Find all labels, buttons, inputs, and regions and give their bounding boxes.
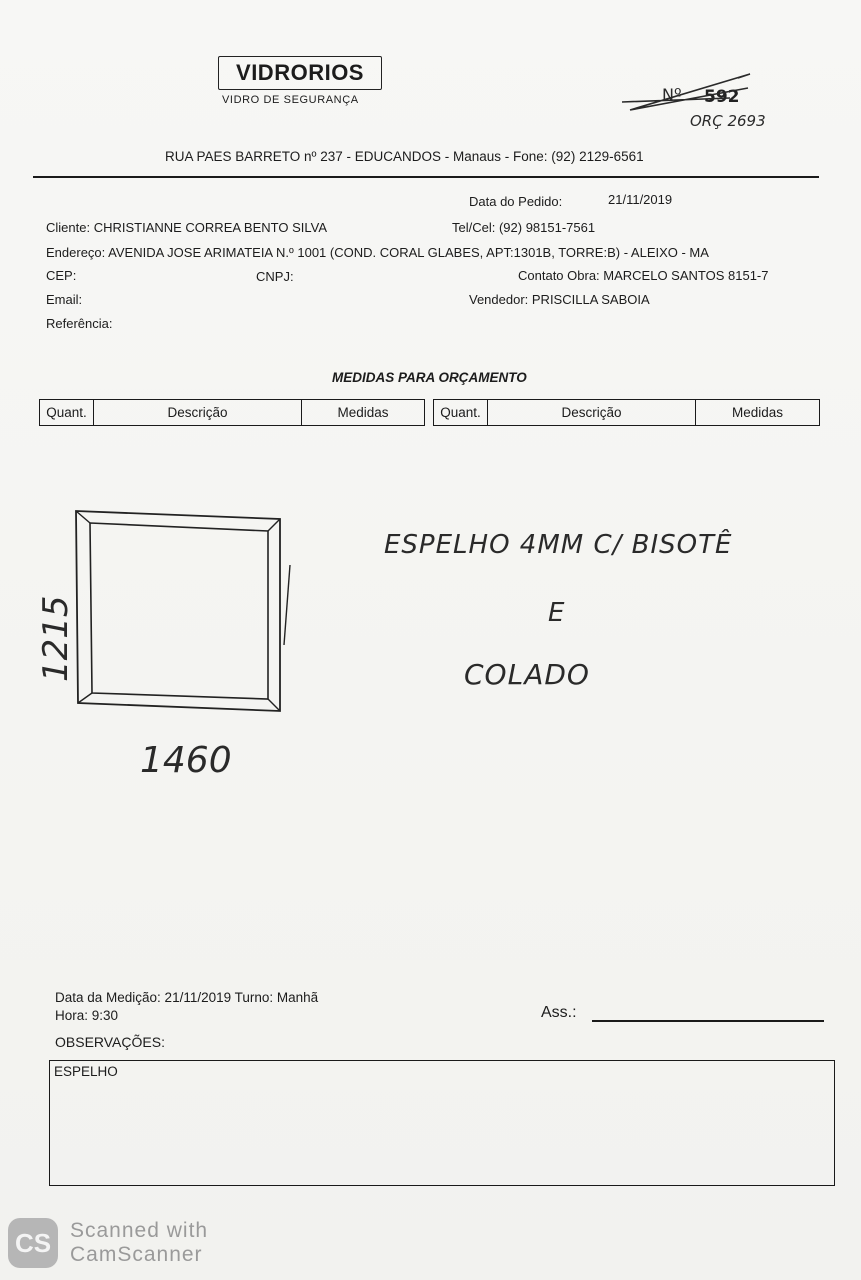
order-date-label: Data do Pedido: (469, 194, 563, 209)
sketch-note-line1: ESPELHO 4MM C/ BISOTÊ (384, 530, 733, 560)
col-qty-header: Quant. (40, 400, 94, 425)
watermark-text (70, 1219, 208, 1267)
number-prefix: Nº (662, 85, 682, 104)
order-number: 592 (704, 87, 740, 107)
col-qty-header: Quant. (434, 400, 488, 425)
measure-hour: Hora: 9:30 (55, 1008, 119, 1023)
company-name: VIDRORIOS (236, 60, 364, 85)
company-tagline: VIDRO DE SEGURANÇA (222, 94, 359, 106)
sketch-width: 1460 (140, 740, 232, 781)
cnpj-field: CNPJ: (256, 269, 294, 284)
observations-box (49, 1060, 835, 1186)
camscanner-logo-icon: CS (8, 1218, 58, 1268)
col-meas-header: Medidas (731, 405, 784, 420)
client-address: Endereço: AVENIDA JOSE ARIMATEIA N.º 1001 (COND. CORAL GLABES, APT:1301B, TORRE:B) - ALEIXO - MA (46, 245, 709, 260)
col-desc-header: Descrição (488, 400, 696, 425)
col-desc-header: Descrição (94, 400, 302, 425)
col-meas-header: Medidas (337, 405, 389, 420)
reference-field: Referência: (46, 316, 113, 331)
cep-field: CEP: (46, 268, 77, 283)
camscanner-watermark (8, 1218, 208, 1268)
company-logo (218, 56, 382, 90)
observations-text: ESPELHO (54, 1064, 118, 1079)
handwritten-number-block (620, 62, 790, 137)
mirror-sketch (70, 505, 300, 717)
client-name: Cliente: CHRISTIANNE CORREA BENTO SILVA (46, 220, 328, 235)
measures-title: MEDIDAS PARA ORÇAMENTO (332, 370, 527, 385)
header-divider (33, 176, 819, 178)
watermark-line1: Scanned with (70, 1219, 209, 1242)
sketch-height: 1215 (36, 595, 76, 682)
email-field: Email: (46, 292, 83, 307)
measures-table-right (433, 399, 820, 426)
order-date-value: 21/11/2019 (608, 192, 673, 207)
seller-name: Vendedor: PRISCILLA SABOIA (469, 292, 650, 307)
measures-table-left (39, 399, 425, 426)
observations-label: OBSERVAÇÕES: (55, 1034, 165, 1050)
measure-date: Data da Medição: 21/11/2019 Turno: Manhã (55, 990, 319, 1005)
signature-label: Ass.: (541, 1004, 577, 1021)
company-address: RUA PAES BARRETO nº 237 - EDUCANDOS - Manaus - Fone: (92) 2129-6561 (165, 149, 644, 164)
signature-line (592, 1020, 824, 1022)
client-phone: Tel/Cel: (92) 98151-7561 (452, 220, 596, 235)
sketch-note-line2: E (548, 598, 565, 628)
watermark-line2: CamScanner (70, 1243, 203, 1266)
orc-number: ORÇ 2693 (690, 112, 766, 130)
sketch-note-line3: COLADO (464, 658, 590, 691)
site-contact: Contato Obra: MARCELO SANTOS 8151-7 (518, 268, 769, 283)
